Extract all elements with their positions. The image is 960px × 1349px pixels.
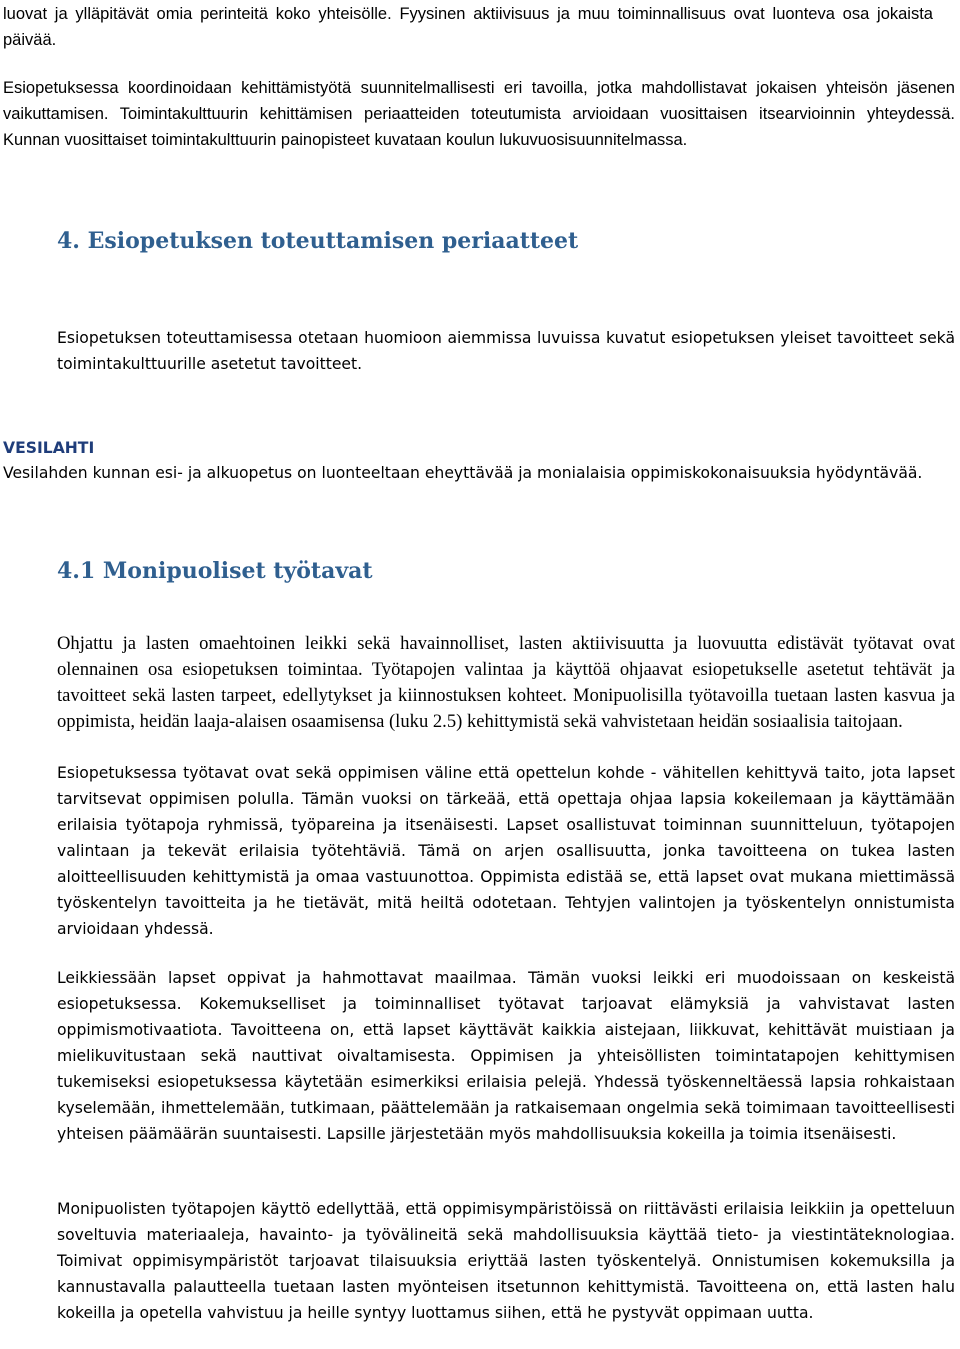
intro-paragraph-1: luovat ja ylläpitävät omia perinteitä koko yhteisölle. Fyysinen aktiivisuus ja muu toiminnallisuus ovat luonteva osa jokaista päivää. [3,5,933,49]
vesilahti-text: Vesilahden kunnan esi- ja alkuopetus on luonteeltaan eheyttävää ja monialaisia oppimiskokonaisuuksia hyödyntävää. [3,464,923,482]
section-4-heading: 4. Esiopetuksen toteuttamisen periaatteet [57,228,579,254]
intro-paragraph-2: Esiopetuksessa koordinoidaan kehittämistyötä suunnitelmallisesti eri tavoilla, jotka mahdollistavat jokaisen yhteisön jäsenen vaikuttamisen. Toimintakulttuurin kehittämisen periaatteiden toteutumista arvioidaan vuosittaisen itsearvioinnin yhteydessä. Kunnan vuosittaiset toimintakulttuurin painopisteet kuvataan koulun lukuvuosisuunnitelmassa. [3,79,955,149]
section-4-1-paragraph-4: Monipuolisten työtapojen käyttö edellyttää, että oppimisympäristöissä on riittävästi erilaisia leikkiin ja opetteluun soveltuvia materiaaleja, havainto- ja työvälineitä sekä mahdollisuuksia käyttää tieto- ja viestintäteknologiaa. Toimivat oppimisympäristöt tarjoavat tilaisuuksia eriyttää lasten työskentelyä. Onnistumisen kokemuksilla ja kannustavalla palautteella tuetaan lasten myönteisen itsetunnon kehittymistä. Tavoitteena on, että lasten halu kokeilla ja opetella vahvistuu ja heille syntyy luottamus siihen, että he pystyvät oppimaan uutta. [57,1200,955,1322]
section-4-paragraph: Esiopetuksen toteuttamisessa otetaan huomioon aiemmissa luvuissa kuvatut esiopetuksen yleiset tavoitteet sekä toimintakulttuurille asetetut tavoitteet. [57,329,955,373]
section-4-1-paragraph-2: Esiopetuksessa työtavat ovat sekä oppimisen väline että opettelun kohde - vähitellen kehittyvä taito, jota lapset tarvitsevat oppimisen polulla. Tämän vuoksi on tärkeää, että opettaja ohjaa lapsia kokeilemaan ja käyttämään erilaisia työtapoja ryhmissä, työpareina ja itsenäisesti. Lapset osallistuvat toiminnan suunnitteluun, työtapojen valintaan ja tekevät erilaisia työtehtäviä. Tämä on arjen osallisuutta, jonka tavoitteena on tukea lasten aloitteellisuuden kehittymistä ja omaa vastuunottoa. Oppimista edistää se, että lapset ovat mukana miettimässä työskentelyn tavoitteita ja he tietävät, mitä heiltä odotetaan. Tehtyjen valintojen ja työskentelyn onnistumista arvioidaan yhdessä. [57,764,955,938]
section-4-1-paragraph-1: Ohjattu ja lasten omaehtoinen leikki sekä havainnolliset, lasten aktiivisuutta ja luovuutta edistävät työtavat ovat olennainen osa esiopetuksen toimintaa. Työtapojen valintaa ja käyttöä ohjaavat esiopetukselle asetetut tehtävät ja tavoitteet sekä lasten tarpeet, edellytykset ja kiinnostuksen kohteet. Monipuolisilla työtavoilla tuetaan lasten kasvua ja oppimista, heidän laaja-alaisen osaamisensa (luku 2.5) kehittymistä sekä vahvistetaan heidän sosiaalisia taitojaan. [57,633,955,732]
section-4-1-heading: 4.1 Monipuoliset työtavat [57,558,373,584]
section-4-1-paragraph-3: Leikkiessään lapset oppivat ja hahmottavat maailmaa. Tämän vuoksi leikki eri muodoissaan on keskeistä esiopetuksessa. Kokemukselliset ja toiminnalliset työtavat tarjoavat elämyksiä ja vahvistavat lasten oppimismotivaatiota. Tavoitteena on, että lapset käyttävät kaikkia aistejaan, liikkuvat, kehittävät muistiaan ja mielikuvitustaan sekä nauttivat oivaltamisesta. Oppimisen ja yhteisöllisten toimintatapojen kehittymisen tukemiseksi esiopetuksessa käytetään esimerkiksi erilaisia pelejä. Yhdessä työskenneltäessä lapsia rohkaistaan kyselemään, ihmettelemään, tutkimaan, päättelemään ja ratkaisemaan ongelmia sekä toimimaan tavoitteellisesti yhteisen päämäärän suuntaisesti. Lapsille järjestetään myös mahdollisuuksia kokeilla ja toimia itsenäisesti. [57,969,955,1143]
vesilahti-label: VESILAHTI [3,439,95,457]
